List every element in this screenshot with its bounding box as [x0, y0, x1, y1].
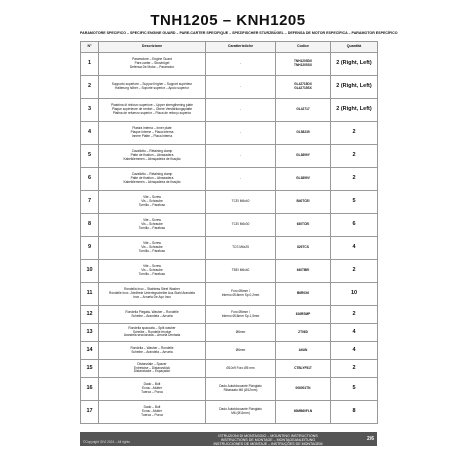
cell-quantity: 2 — [331, 260, 378, 283]
cell-description: Cavallotto – Retaining clamp Patte de fixation – Abrazadera Kabelklemmen – Abraçadeira de fixação — [99, 168, 206, 191]
cell-characteristics: TCEI M6x30 — [206, 214, 276, 237]
header-description: Descrizione — [99, 42, 206, 53]
cell-code: 640TBEI — [276, 260, 331, 283]
cell-description: Vite – Screw Vis – Schraube Tornillo – Parafuso — [99, 237, 206, 260]
cell-code: TNH1205DX TNH1205SX — [276, 53, 331, 76]
page-number: 2/6 — [367, 436, 374, 442]
cell-quantity: 2 — [331, 360, 378, 378]
table-row — [81, 53, 378, 76]
table-header-row — [81, 42, 378, 53]
cell-characteristics: - — [206, 53, 276, 76]
cell-code: GL42717 — [276, 99, 331, 122]
cell-code: GL3899Y — [276, 145, 331, 168]
cell-quantity: 5 — [331, 191, 378, 214]
cell-quantity: 4 — [331, 324, 378, 342]
header-code: Codice — [276, 42, 331, 53]
cell-characteristics: TCS M6x25 — [206, 237, 276, 260]
cell-number: 15 — [81, 360, 99, 378]
cell-description: Rondella spaccata – Split washer Scheibe – Rondelle fendue Arandela seccionada – Arruela Dentada — [99, 324, 206, 342]
cell-number: 13 — [81, 324, 99, 342]
table-row — [81, 283, 378, 306]
cell-number: 4 — [81, 122, 99, 145]
cell-characteristics: - — [206, 145, 276, 168]
cell-quantity: 2 — [331, 168, 378, 191]
cell-code: 006001TN — [276, 378, 331, 401]
cell-code: 60MB60FLN — [276, 401, 331, 424]
cell-quantity: 2 — [331, 122, 378, 145]
cell-number: 6 — [81, 168, 99, 191]
cell-description: Rondella Piegata- Washer – Rondelle Scheibe – Arandela – Arruela — [99, 306, 206, 324]
cell-quantity: 5 — [331, 378, 378, 401]
cell-characteristics: Ø6mm — [206, 324, 276, 342]
cell-quantity: 2 (Right, Left) — [331, 53, 378, 76]
table-row — [81, 76, 378, 99]
table-row — [81, 168, 378, 191]
table-row — [81, 145, 378, 168]
cell-number: 11 — [81, 283, 99, 306]
cell-description: Supporto superiore – Support higher – Support supérieur Halterung höher – Soporte superior – Apoio superior — [99, 76, 206, 99]
cell-code: B40TCEI — [276, 191, 331, 214]
table-row — [81, 260, 378, 283]
cell-characteristics: TBEI M6x40 — [206, 260, 276, 283]
cell-quantity: 4 — [331, 342, 378, 360]
table-row — [81, 99, 378, 122]
cell-code: GL3899V — [276, 168, 331, 191]
cell-quantity: 4 — [331, 237, 378, 260]
cell-code: GL58239 — [276, 122, 331, 145]
table-row — [81, 360, 378, 378]
table-row — [81, 401, 378, 424]
cell-number: 9 — [81, 237, 99, 260]
cell-description: Rondella – Washer – Rondelle Scheibe – Arandela – Arruela — [99, 342, 206, 360]
table-row — [81, 324, 378, 342]
cell-quantity: 6 — [331, 214, 378, 237]
cell-characteristics: Foro Ø6mm / Interno Ø16mm Sp.1,5mm — [206, 306, 276, 324]
cell-description: Cavallotto – Retaining clamp Patte de fixation – Abrazadera Kabelklemmen – Abraçadeira de fixação — [99, 145, 206, 168]
cell-description: Piastra interna – Inner plate Plaque interne – Placa interna Innere Platte – Placa interna — [99, 122, 206, 145]
cell-characteristics: - — [206, 168, 276, 191]
cell-characteristics: Dado Autobloccante Flangiato M6 (Ø11mm) — [206, 401, 276, 424]
table-row — [81, 237, 378, 260]
cell-characteristics: Ø6mm — [206, 342, 276, 360]
cell-description: Vite – Screw Vis – Schraube Tornillo – Parafuso — [99, 214, 206, 237]
cell-characteristics: - — [206, 99, 276, 122]
cell-number: 5 — [81, 145, 99, 168]
cell-characteristics: - — [206, 76, 276, 99]
cell-description: Dado – Bolt Ecrou –Mutter Tuerca – Porca — [99, 378, 206, 401]
table-row — [81, 342, 378, 360]
cell-code: 630TCEI — [276, 214, 331, 237]
parts-table — [80, 41, 378, 424]
cell-code: A6UN — [276, 342, 331, 360]
table-row — [81, 191, 378, 214]
cell-number: 3 — [81, 99, 99, 122]
cell-number: 1 — [81, 53, 99, 76]
cell-quantity: 2 (Right, Left) — [331, 99, 378, 122]
cell-number: 14 — [81, 342, 99, 360]
document-title: TNH1205 – KNH1205 — [150, 12, 306, 29]
cell-quantity: 2 — [331, 145, 378, 168]
cell-code: 825TCS — [276, 237, 331, 260]
cell-description: Dado – Bolt Ecrou –Mutter Tuerca – Porca — [99, 401, 206, 424]
table-row — [81, 306, 378, 324]
cell-characteristics: Dado Autobloccante Flangiato Ribassato M6 (Ø12mm) — [206, 378, 276, 401]
cell-number: 7 — [81, 191, 99, 214]
footer-instructions: ISTRUZIONI DI MONTAGGIO – MOUNTING INSTRUCTIONS INSTRUCTIONS DE MONTAGE – MONTAGEANLEITUNG INSTRUCCIONES DE MONTAJE – INSTRUÇÕES DE MONTAGEM — [213, 434, 323, 447]
cell-number: 12 — [81, 306, 99, 324]
cell-quantity: 2 (Right, Left) — [331, 76, 378, 99]
cell-characteristics: TCEI M6x40 — [206, 191, 276, 214]
document-subtitle: PARAMOTORE SPECIFICO – SPECIFIC ENGINE GUARD – PARE-CARTER SPECIFIQUE – SPEZIFISCHER STURZBÜGEL – DEFENSA DE MOTOR ESPECÍFICA – PARAMOTOR ESPECÍFICO — [80, 31, 398, 35]
cell-code: ZT06D — [276, 324, 331, 342]
cell-characteristics: Foro Ø6mm / Interno Ø16mm Sp.0,2mm — [206, 283, 276, 306]
cell-description: Piastrina di rinforzo superiore – Upper strengthening plate Plaque supérieure de renfort – Obere Verstärkungsplatte Platina de refuerzo superior – Placa de reforço superior — [99, 99, 206, 122]
cell-code: CTBLYF51T — [276, 360, 331, 378]
cell-code: GL42715DX GL42715SX — [276, 76, 331, 99]
table-row — [81, 214, 378, 237]
parts-table-body — [81, 53, 378, 424]
cell-characteristics: Ø10x9 Foro Ø5 mm — [206, 360, 276, 378]
cell-number: 17 — [81, 401, 99, 424]
cell-number: 10 — [81, 260, 99, 283]
header-number: N° — [81, 42, 99, 53]
cell-quantity: 10 — [331, 283, 378, 306]
table-row — [81, 378, 378, 401]
cell-code: B6R0X6 — [276, 283, 331, 306]
footer-copyright: ©Copyright GIVI 2024 – All rights — [83, 440, 130, 444]
cell-number: 8 — [81, 214, 99, 237]
cell-quantity: 2 — [331, 306, 378, 324]
cell-description: Rondella Inox – Stainless Steel Washer Rondelle Inox –Nedfreie Unterlegscheibe Aus Stahl Arandela Inox – Arruela De Aço Inox — [99, 283, 206, 306]
cell-description: Vite – Screw Vis – Schraube Tornillo – Parafuso — [99, 191, 206, 214]
header-quantity: Quantità — [331, 42, 378, 53]
cell-description: Vite – Screw Vis – Schraube Tornillo – Parafuso — [99, 260, 206, 283]
cell-number: 2 — [81, 76, 99, 99]
cell-description: Distanziale – Spacer Entretoise – Distanzstück Distanciador – Espaçador — [99, 360, 206, 378]
footer-bar — [80, 432, 377, 446]
cell-quantity: 8 — [331, 401, 378, 424]
header-characteristics: Caratteristiche — [206, 42, 276, 53]
table-row — [81, 122, 378, 145]
cell-code: 616RSMP — [276, 306, 331, 324]
cell-number: 16 — [81, 378, 99, 401]
cell-description: Paramotore – Engine Guard Pare-carter – Sturzbügel Defensa De Motor – Paramotor — [99, 53, 206, 76]
cell-characteristics: - — [206, 122, 276, 145]
